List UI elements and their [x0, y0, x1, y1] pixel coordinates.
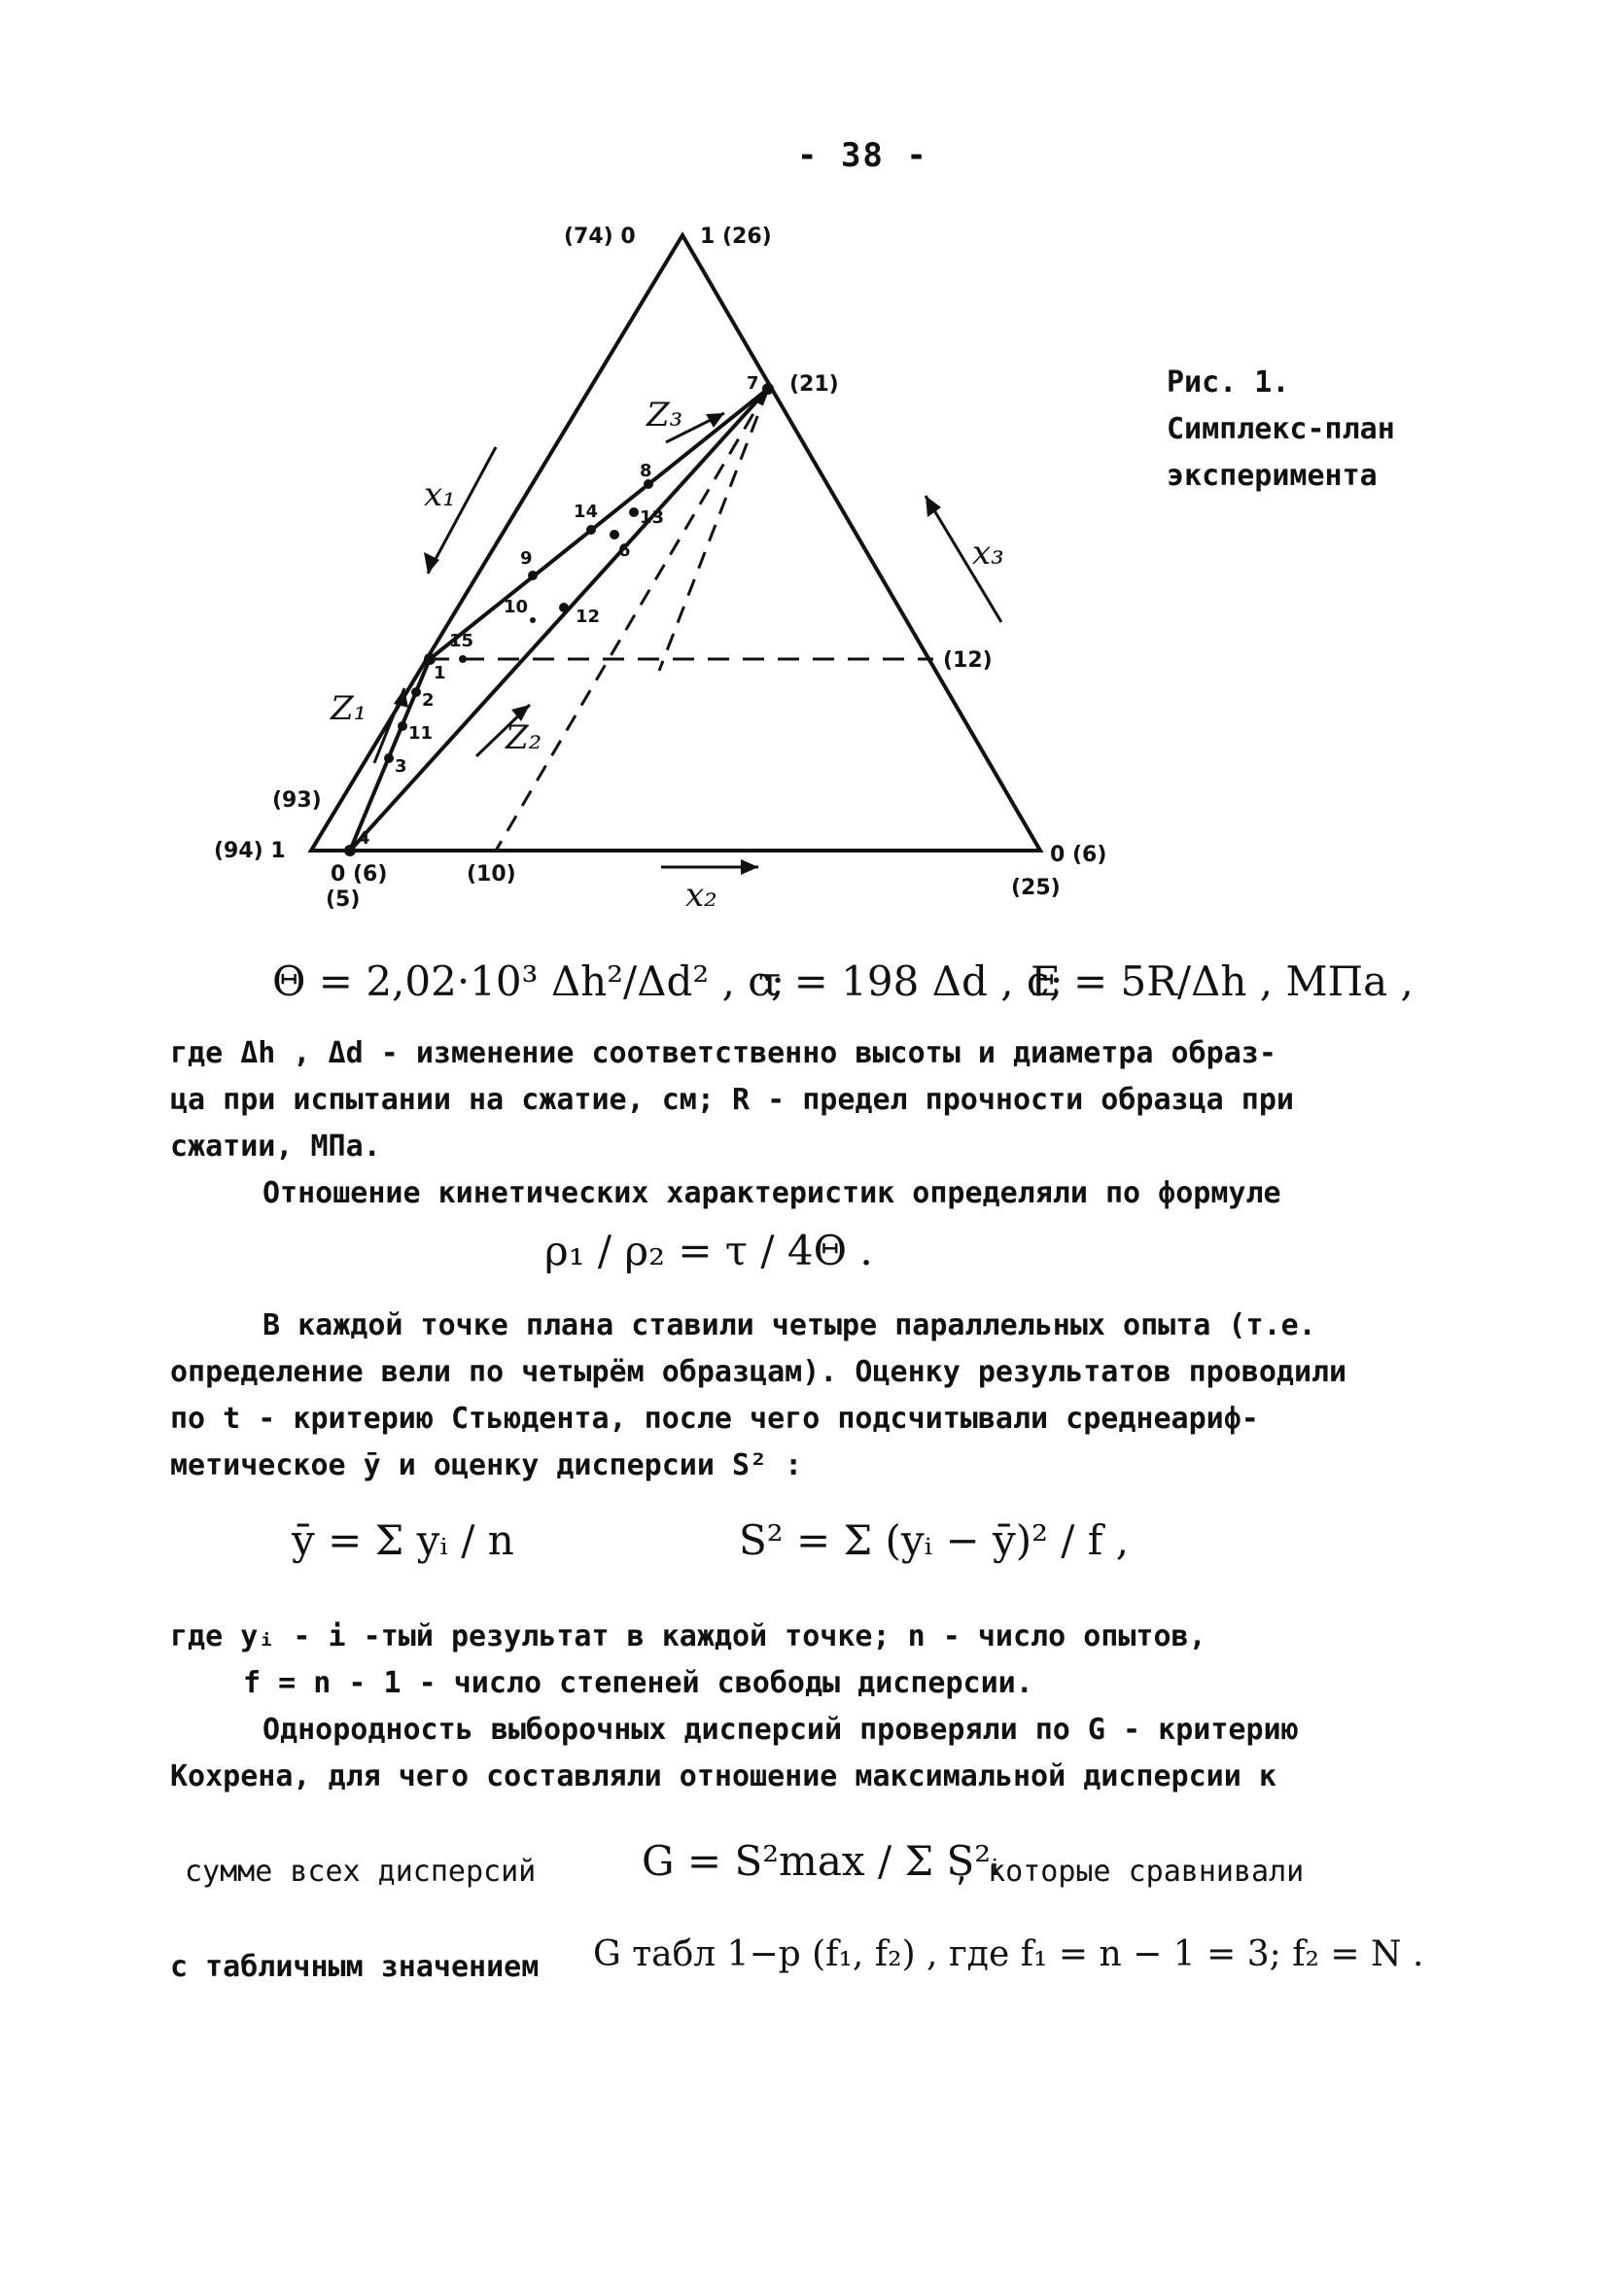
- point-label-15: 15: [449, 631, 474, 651]
- point-7: [762, 383, 774, 395]
- formula-ymean: ȳ = Σ yᵢ / n: [292, 1516, 514, 1564]
- axis-label-x1: x₁: [424, 475, 456, 514]
- text-line-1: где Δh , Δd - изменение соответственно высоты и диаметра образ-: [170, 1036, 1276, 1070]
- text-line-8: метическое ȳ и оценку дисперсии S² :: [170, 1448, 803, 1482]
- point-label-6: 6: [618, 540, 631, 561]
- point-label-3: 3: [395, 756, 407, 777]
- text-line-3: сжатии, МПа.: [170, 1130, 381, 1164]
- formula-tau: τ = 198 Δd , с;: [758, 957, 1064, 1005]
- point-label-4: 4: [358, 828, 370, 849]
- vertex-label-25: (25): [1011, 876, 1061, 900]
- page-number: - 38 -: [797, 136, 928, 175]
- point-label-1: 1: [434, 663, 446, 683]
- point-14: [586, 525, 596, 535]
- text-line-15: с табличным значением: [170, 1950, 540, 1984]
- text-line-9: где yᵢ - i -тый результат в каждой точке; n - число опытов,: [170, 1619, 1206, 1653]
- text-line-14: , которые сравнивали: [953, 1855, 1305, 1889]
- point-6: [610, 530, 619, 539]
- vertex-label-bottom-left-06: 0 (6): [331, 862, 388, 887]
- axis-label-z1: Z₁: [331, 689, 367, 728]
- axis-label-z3: Z₃: [647, 396, 683, 435]
- point-11: [398, 721, 407, 731]
- formula-table-value: G табл 1−p (f₁, f₂) , где f₁ = n − 1 = 3; f₂ = N .: [593, 1934, 1424, 1974]
- vertex-label-94: (94) 1: [214, 839, 286, 863]
- text-line-13: сумме всех дисперсий: [185, 1855, 537, 1889]
- figure-caption: Рис. 1. Симплекс-план эксперимента: [1167, 365, 1395, 493]
- text-line-7: по t - критерию Стьюдента, после чего подсчитывали среднеариф-: [170, 1402, 1259, 1436]
- point-label-13: 13: [640, 507, 665, 528]
- text-line-2: ца при испытании на сжатие, см; R - предел прочности образца при: [170, 1083, 1294, 1117]
- point-3: [384, 753, 394, 763]
- formula-theta: Θ = 2,02·10³ Δh²/Δd² , с;: [272, 957, 785, 1005]
- point-10: [530, 617, 536, 623]
- simplex-plan-figure: [194, 214, 1167, 933]
- dashed-line-10: [496, 389, 768, 851]
- axis-label-x2: x₂: [685, 876, 717, 915]
- point-4: [344, 845, 356, 856]
- vertex-label-top-right: 1 (26): [700, 225, 772, 249]
- vertex-label-10: (10): [467, 862, 516, 887]
- vertex-label-12: (12): [943, 648, 993, 673]
- point-13: [629, 507, 639, 517]
- point-label-11: 11: [408, 723, 434, 744]
- text-line-5: В каждой точке плана ставили четыре параллельных опыта (т.е.: [262, 1308, 1316, 1342]
- text-line-11: Однородность выборочных дисперсий проверяли по G - критерию: [262, 1713, 1299, 1747]
- point-label-12: 12: [576, 607, 601, 627]
- point7-coordinate: (21): [789, 372, 839, 397]
- point-label-2: 2: [422, 690, 435, 711]
- axis-label-x3: x₃: [972, 534, 1004, 573]
- vertex-label-bottom-left-5: (5): [326, 887, 361, 912]
- vertex-label-bottom-right-06: 0 (6): [1050, 843, 1107, 867]
- text-line-6: определение вели по четырём образцам). Оценку результатов проводили: [170, 1355, 1347, 1389]
- text-line-10: f = n - 1 - число степеней свободы дисперсии.: [243, 1666, 1033, 1700]
- vertex-label-93: (93): [272, 788, 322, 813]
- axis-label-z2: Z₂: [506, 718, 542, 757]
- vertex-label-top-left: (74) 0: [564, 225, 636, 249]
- formula-s2: S² = Σ (yᵢ − ȳ)² / f ,: [739, 1516, 1130, 1564]
- line-7-4: [350, 389, 768, 851]
- point-label-7: 7: [747, 373, 759, 394]
- formula-rho: ρ₁ / ρ₂ = τ / 4Θ .: [544, 1227, 873, 1274]
- point-label-8: 8: [640, 461, 652, 481]
- text-line-12: Кохрена, для чего составляли отношение максимальной дисперсии к: [170, 1759, 1276, 1793]
- formula-E: E = 5R/Δh , МПа ,: [1031, 957, 1414, 1005]
- point-9: [528, 571, 538, 580]
- formula-cochran: G = S²max / Σ S²ᵢ: [642, 1837, 999, 1885]
- point-label-9: 9: [520, 548, 533, 569]
- text-line-4: Отношение кинетических характеристик определяли по формуле: [262, 1176, 1281, 1210]
- point-label-10: 10: [504, 597, 529, 617]
- point-12: [559, 603, 569, 612]
- point-2: [411, 687, 421, 697]
- point-label-14: 14: [574, 502, 599, 522]
- point-15: [459, 655, 467, 663]
